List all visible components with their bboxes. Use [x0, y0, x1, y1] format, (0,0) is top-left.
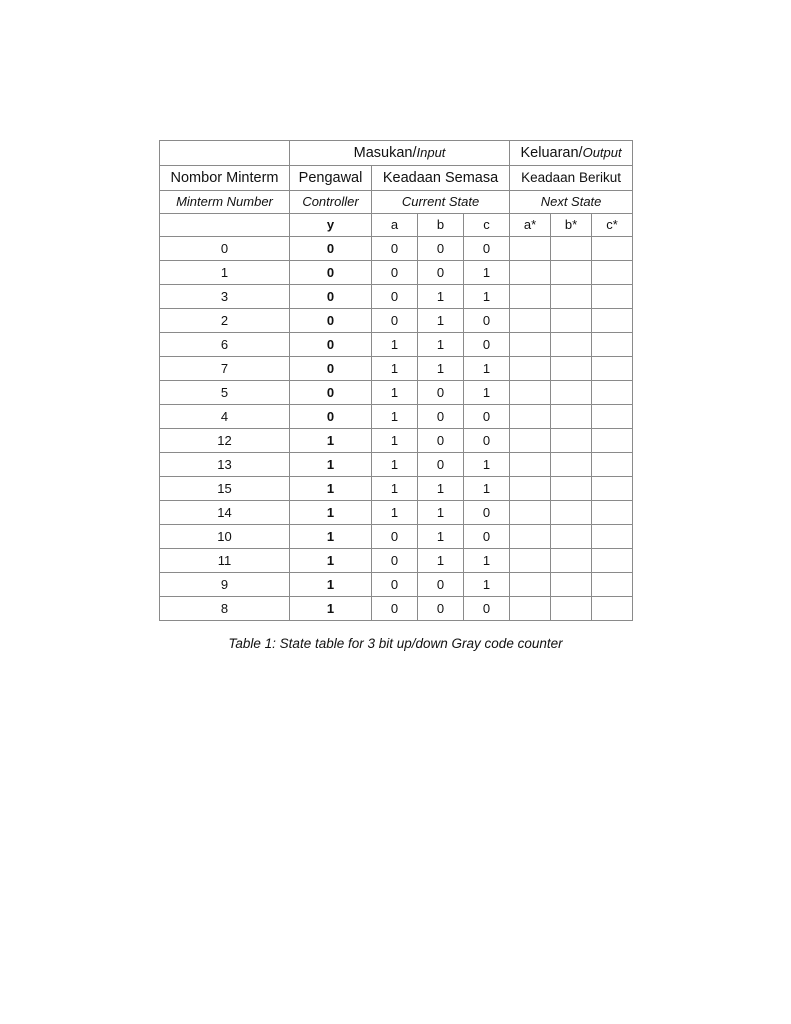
minterm-cell: 3 — [160, 285, 290, 309]
state-c-cell: 1 — [464, 453, 510, 477]
state-c-cell: 1 — [464, 549, 510, 573]
controller-cell: 0 — [290, 381, 372, 405]
state-c-cell: 0 — [464, 309, 510, 333]
col-minterm-ms: Nombor Minterm — [160, 166, 290, 191]
state-c-cell: 0 — [464, 501, 510, 525]
var-a-next: a* — [510, 214, 551, 237]
next-a-cell — [510, 237, 551, 261]
header-output-group — [510, 141, 633, 166]
controller-cell: 1 — [290, 573, 372, 597]
state-a-cell: 0 — [372, 597, 418, 621]
state-c-cell: 0 — [464, 525, 510, 549]
output-label-ms: Keluaran/ — [520, 145, 583, 161]
next-b-cell — [551, 261, 592, 285]
state-c-cell: 1 — [464, 357, 510, 381]
state-a-cell: 1 — [372, 405, 418, 429]
table-row — [160, 477, 633, 501]
output-label-en: Output — [582, 145, 622, 160]
next-c-cell — [592, 597, 633, 621]
next-a-cell — [510, 597, 551, 621]
minterm-cell: 9 — [160, 573, 290, 597]
next-a-cell — [510, 549, 551, 573]
state-b-cell: 0 — [418, 597, 464, 621]
state-c-cell: 1 — [464, 573, 510, 597]
table-row — [160, 261, 633, 285]
col-controller-ms: Pengawal — [290, 166, 372, 191]
var-c: c — [464, 214, 510, 237]
next-c-cell — [592, 261, 633, 285]
minterm-cell: 14 — [160, 501, 290, 525]
table-caption: Table 1: State table for 3 bit up/down Gray code counter — [228, 636, 563, 651]
state-c-cell: 0 — [464, 597, 510, 621]
next-c-cell — [592, 237, 633, 261]
minterm-cell: 6 — [160, 333, 290, 357]
state-b-cell: 0 — [418, 261, 464, 285]
input-label-ms: Masukan/ — [353, 145, 417, 161]
state-b-cell: 0 — [418, 381, 464, 405]
state-b-cell: 0 — [418, 237, 464, 261]
header-row-groups — [160, 141, 633, 166]
state-a-cell: 0 — [372, 285, 418, 309]
state-b-cell: 1 — [418, 549, 464, 573]
col-current-ms: Keadaan Semasa — [372, 166, 510, 191]
state-c-cell: 1 — [464, 381, 510, 405]
minterm-cell: 4 — [160, 405, 290, 429]
next-c-cell — [592, 573, 633, 597]
var-b-next: b* — [551, 214, 592, 237]
next-c-cell — [592, 453, 633, 477]
next-a-cell — [510, 477, 551, 501]
state-a-cell: 0 — [372, 309, 418, 333]
minterm-cell: 10 — [160, 525, 290, 549]
next-c-cell — [592, 525, 633, 549]
minterm-cell: 13 — [160, 453, 290, 477]
header-input-group — [290, 141, 510, 166]
next-b-cell — [551, 333, 592, 357]
state-c-cell: 0 — [464, 237, 510, 261]
header-vars-blank — [160, 214, 290, 237]
state-b-cell: 1 — [418, 357, 464, 381]
next-a-cell — [510, 501, 551, 525]
state-a-cell: 1 — [372, 429, 418, 453]
minterm-cell: 12 — [160, 429, 290, 453]
minterm-cell: 15 — [160, 477, 290, 501]
minterm-cell: 1 — [160, 261, 290, 285]
next-c-cell — [592, 381, 633, 405]
minterm-cell: 0 — [160, 237, 290, 261]
next-a-cell — [510, 261, 551, 285]
controller-cell: 0 — [290, 405, 372, 429]
table-row — [160, 597, 633, 621]
next-b-cell — [551, 453, 592, 477]
next-b-cell — [551, 405, 592, 429]
controller-cell: 1 — [290, 525, 372, 549]
table-row — [160, 285, 633, 309]
state-b-cell: 0 — [418, 453, 464, 477]
state-a-cell: 0 — [372, 549, 418, 573]
next-b-cell — [551, 573, 592, 597]
minterm-cell: 11 — [160, 549, 290, 573]
next-b-cell — [551, 549, 592, 573]
state-c-cell: 0 — [464, 429, 510, 453]
state-b-cell: 1 — [418, 501, 464, 525]
next-c-cell — [592, 333, 633, 357]
next-c-cell — [592, 285, 633, 309]
col-current-en: Current State — [372, 191, 510, 214]
state-c-cell: 1 — [464, 477, 510, 501]
state-a-cell: 1 — [372, 477, 418, 501]
controller-cell: 1 — [290, 477, 372, 501]
var-y: y — [290, 214, 372, 237]
state-c-cell: 0 — [464, 333, 510, 357]
table-row — [160, 357, 633, 381]
table-row — [160, 381, 633, 405]
state-a-cell: 1 — [372, 501, 418, 525]
controller-cell: 1 — [290, 549, 372, 573]
table-row — [160, 309, 633, 333]
minterm-cell: 7 — [160, 357, 290, 381]
next-c-cell — [592, 549, 633, 573]
table-row — [160, 501, 633, 525]
next-b-cell — [551, 309, 592, 333]
next-a-cell — [510, 405, 551, 429]
var-a: a — [372, 214, 418, 237]
controller-cell: 1 — [290, 597, 372, 621]
state-a-cell: 0 — [372, 261, 418, 285]
header-row-vars — [160, 214, 633, 237]
next-a-cell — [510, 333, 551, 357]
next-a-cell — [510, 309, 551, 333]
next-b-cell — [551, 357, 592, 381]
controller-cell: 0 — [290, 285, 372, 309]
header-row-columns — [160, 166, 633, 191]
next-c-cell — [592, 501, 633, 525]
next-c-cell — [592, 357, 633, 381]
state-table — [159, 140, 633, 621]
state-a-cell: 0 — [372, 525, 418, 549]
state-c-cell: 1 — [464, 285, 510, 309]
var-c-next: c* — [592, 214, 633, 237]
next-c-cell — [592, 429, 633, 453]
col-next-en: Next State — [510, 191, 633, 214]
minterm-cell: 2 — [160, 309, 290, 333]
state-b-cell: 1 — [418, 333, 464, 357]
next-c-cell — [592, 405, 633, 429]
table-row — [160, 333, 633, 357]
state-c-cell: 1 — [464, 261, 510, 285]
state-b-cell: 0 — [418, 405, 464, 429]
table-row — [160, 405, 633, 429]
next-a-cell — [510, 453, 551, 477]
table-row — [160, 549, 633, 573]
next-a-cell — [510, 429, 551, 453]
col-controller-en: Controller — [290, 191, 372, 214]
header-row-english — [160, 191, 633, 214]
next-c-cell — [592, 477, 633, 501]
state-b-cell: 1 — [418, 309, 464, 333]
state-a-cell: 1 — [372, 333, 418, 357]
next-c-cell — [592, 309, 633, 333]
table-row — [160, 429, 633, 453]
minterm-cell: 5 — [160, 381, 290, 405]
controller-cell: 0 — [290, 357, 372, 381]
col-minterm-en: Minterm Number — [160, 191, 290, 214]
table-row — [160, 453, 633, 477]
state-a-cell: 0 — [372, 237, 418, 261]
state-c-cell: 0 — [464, 405, 510, 429]
state-b-cell: 0 — [418, 573, 464, 597]
col-next-ms: Keadaan Berikut — [510, 166, 633, 191]
table-row — [160, 573, 633, 597]
table-row — [160, 237, 633, 261]
controller-cell: 1 — [290, 429, 372, 453]
state-b-cell: 1 — [418, 477, 464, 501]
next-b-cell — [551, 525, 592, 549]
next-b-cell — [551, 597, 592, 621]
state-b-cell: 0 — [418, 429, 464, 453]
next-a-cell — [510, 525, 551, 549]
state-b-cell: 1 — [418, 525, 464, 549]
input-label-en: Input — [416, 145, 446, 160]
state-a-cell: 1 — [372, 357, 418, 381]
controller-cell: 0 — [290, 333, 372, 357]
controller-cell: 1 — [290, 501, 372, 525]
controller-cell: 0 — [290, 309, 372, 333]
controller-cell: 1 — [290, 453, 372, 477]
next-a-cell — [510, 573, 551, 597]
table-row — [160, 525, 633, 549]
state-a-cell: 0 — [372, 573, 418, 597]
next-a-cell — [510, 381, 551, 405]
next-b-cell — [551, 477, 592, 501]
state-b-cell: 1 — [418, 285, 464, 309]
header-blank-cell — [160, 141, 290, 166]
minterm-cell: 8 — [160, 597, 290, 621]
next-b-cell — [551, 285, 592, 309]
controller-cell: 0 — [290, 261, 372, 285]
next-b-cell — [551, 237, 592, 261]
next-b-cell — [551, 381, 592, 405]
next-b-cell — [551, 501, 592, 525]
state-a-cell: 1 — [372, 381, 418, 405]
controller-cell: 0 — [290, 237, 372, 261]
state-a-cell: 1 — [372, 453, 418, 477]
var-b: b — [418, 214, 464, 237]
next-a-cell — [510, 357, 551, 381]
next-a-cell — [510, 285, 551, 309]
next-b-cell — [551, 429, 592, 453]
